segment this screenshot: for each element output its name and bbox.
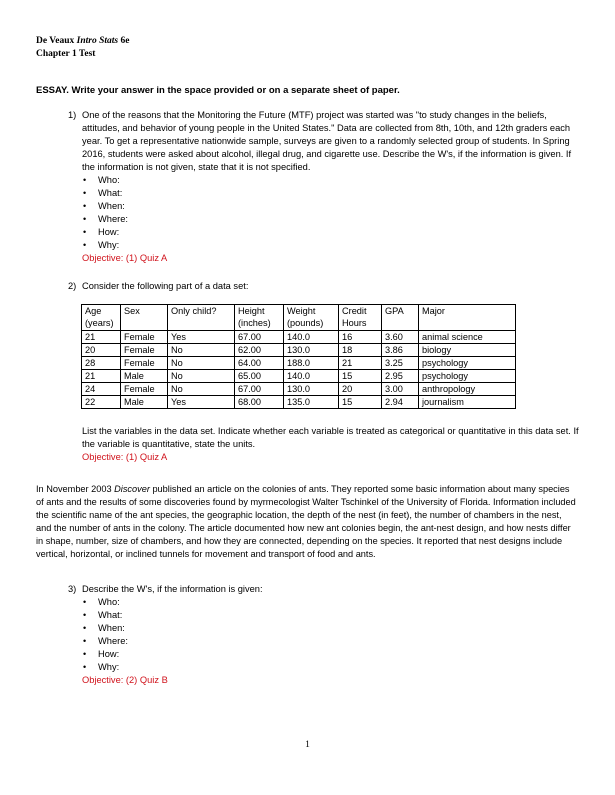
w-item: • Who: bbox=[82, 174, 580, 187]
question-prompt: Consider the following part of a data set: bbox=[82, 281, 249, 291]
column-header: Age (years) bbox=[82, 305, 121, 331]
table-cell: Female bbox=[121, 331, 168, 344]
magazine-title: Discover bbox=[114, 484, 150, 494]
w-item: • When: bbox=[82, 622, 580, 635]
question-text bbox=[82, 109, 580, 265]
question-prompt: Describe the W's, if the information is given: bbox=[82, 584, 263, 594]
table-cell: Male bbox=[121, 396, 168, 409]
table-cell: 15 bbox=[339, 370, 382, 383]
table-cell: 3.25 bbox=[382, 357, 419, 370]
column-header: GPA bbox=[382, 305, 419, 331]
column-header: Major bbox=[419, 305, 516, 331]
question-number: 3) bbox=[68, 584, 77, 594]
table-cell: No bbox=[168, 357, 235, 370]
book-line bbox=[36, 35, 129, 48]
table-cell: 64.00 bbox=[235, 357, 284, 370]
column-header: Sex bbox=[121, 305, 168, 331]
passage-lead: In November 2003 bbox=[36, 484, 115, 494]
table-cell: 16 bbox=[339, 331, 382, 344]
objective-label: Objective: (1) Quiz A bbox=[82, 452, 168, 462]
author: De Veaux bbox=[36, 36, 75, 46]
table-cell: 65.00 bbox=[235, 370, 284, 383]
table-cell: Yes bbox=[168, 396, 235, 409]
table-cell: 3.86 bbox=[382, 344, 419, 357]
table-cell: 140.0 bbox=[284, 331, 339, 344]
table-cell: No bbox=[168, 370, 235, 383]
table-cell: 20 bbox=[339, 383, 382, 396]
table-cell: 130.0 bbox=[284, 344, 339, 357]
table-cell: 188.0 bbox=[284, 357, 339, 370]
w-item: • Where: bbox=[82, 213, 580, 226]
table-cell: No bbox=[168, 344, 235, 357]
ant-colony-passage bbox=[36, 483, 578, 561]
data-table bbox=[81, 304, 516, 409]
table-header-row bbox=[82, 305, 516, 331]
w-item: • How: bbox=[82, 226, 580, 239]
w-list bbox=[82, 174, 580, 252]
table-cell: 130.0 bbox=[284, 383, 339, 396]
column-header: Credit Hours bbox=[339, 305, 382, 331]
w-item: • When: bbox=[82, 200, 580, 213]
question-prompt: One of the reasons that the Monitoring the Future (MTF) project was started was "to study changes in the beliefs, attitudes, and behavior of young people in the United States." Data are collected from 8th, 10th, and 12th graders each year. To get a representative nationwide sample, surveys are given to a randomly selected group of students. In Spring 2016, students were asked about alcohol, illegal drug, and cigarette use. Describe the W's, if the information is given. If the information is not given, state that it is not specified. bbox=[82, 110, 572, 172]
page-number: 1 bbox=[305, 740, 310, 750]
book-title: Intro Stats bbox=[76, 36, 119, 46]
table-cell: journalism bbox=[419, 396, 516, 409]
question-number: 1) bbox=[68, 110, 77, 120]
table-cell: 68.00 bbox=[235, 396, 284, 409]
table-cell: 3.00 bbox=[382, 383, 419, 396]
table-cell: 24 bbox=[82, 383, 121, 396]
section-instructions: ESSAY. Write your answer in the space provided or on a separate sheet of paper. bbox=[36, 85, 400, 96]
table-row bbox=[82, 370, 516, 383]
table-cell: psychology bbox=[419, 370, 516, 383]
w-item: • Why: bbox=[82, 239, 580, 252]
table-cell: 18 bbox=[339, 344, 382, 357]
table-cell: 2.95 bbox=[382, 370, 419, 383]
table-cell: 2.94 bbox=[382, 396, 419, 409]
edition: 6e bbox=[120, 36, 130, 46]
w-item: • How: bbox=[82, 648, 580, 661]
column-header: Height (inches) bbox=[235, 305, 284, 331]
w-item: • Where: bbox=[82, 635, 580, 648]
table-cell: Female bbox=[121, 357, 168, 370]
w-list bbox=[82, 596, 580, 674]
table-cell: psychology bbox=[419, 357, 516, 370]
table-cell: 15 bbox=[339, 396, 382, 409]
table-cell: 22 bbox=[82, 396, 121, 409]
table-row bbox=[82, 357, 516, 370]
table-cell: No bbox=[168, 383, 235, 396]
question-text bbox=[82, 583, 580, 687]
objective-label: Objective: (2) Quiz B bbox=[82, 675, 168, 685]
table-row bbox=[82, 331, 516, 344]
table-cell: 21 bbox=[339, 357, 382, 370]
passage-text: published an article on the colonies of ants. They reported some basic information about many species of ants and the results of some discoveries found by myrmecologist Walter Tschinkel of the University of Florida. Information included the scientific name of the ant species, the geographic location, the depth of the nest (in feet), the number of chambers in the nest, and the number of ants in the colony. The article documented how new ant colonies begin, the ant-nest design, and how nests differ in shape, number, size of chambers, and how they are connected, depending on the species. It reported that nest designs include vertical, horizontal, or inclined tunnels for movement and transport of food and ants. bbox=[36, 484, 576, 559]
table-cell: animal science bbox=[419, 331, 516, 344]
table-cell: 20 bbox=[82, 344, 121, 357]
table-cell: biology bbox=[419, 344, 516, 357]
table-cell: 67.00 bbox=[235, 331, 284, 344]
table-cell: Male bbox=[121, 370, 168, 383]
column-header: Weight (pounds) bbox=[284, 305, 339, 331]
w-item: • What: bbox=[82, 609, 580, 622]
table-cell: 135.0 bbox=[284, 396, 339, 409]
objective-label: Objective: (1) Quiz A bbox=[82, 253, 168, 263]
chapter-title: Chapter 1 Test bbox=[36, 49, 96, 59]
table-cell: 28 bbox=[82, 357, 121, 370]
table-cell: 3.60 bbox=[382, 331, 419, 344]
table-row bbox=[82, 383, 516, 396]
table-row bbox=[82, 396, 516, 409]
question-number: 2) bbox=[68, 281, 77, 291]
table-cell: 62.00 bbox=[235, 344, 284, 357]
w-item: • What: bbox=[82, 187, 580, 200]
table-cell: 21 bbox=[82, 370, 121, 383]
table-cell: 21 bbox=[82, 331, 121, 344]
table-row bbox=[82, 344, 516, 357]
w-item: • Why: bbox=[82, 661, 580, 674]
table-cell: Yes bbox=[168, 331, 235, 344]
table-cell: Female bbox=[121, 383, 168, 396]
table-cell: 67.00 bbox=[235, 383, 284, 396]
w-item: • Who: bbox=[82, 596, 580, 609]
document-header bbox=[36, 35, 129, 61]
table-cell: 140.0 bbox=[284, 370, 339, 383]
question-instructions: List the variables in the data set. Indicate whether each variable is treated as categorical or quantitative in this data set. If the variable is quantitative, state the units. bbox=[82, 426, 579, 449]
table-cell: anthropology bbox=[419, 383, 516, 396]
column-header: Only child? bbox=[168, 305, 235, 331]
question-text bbox=[82, 425, 582, 464]
table-cell: Female bbox=[121, 344, 168, 357]
